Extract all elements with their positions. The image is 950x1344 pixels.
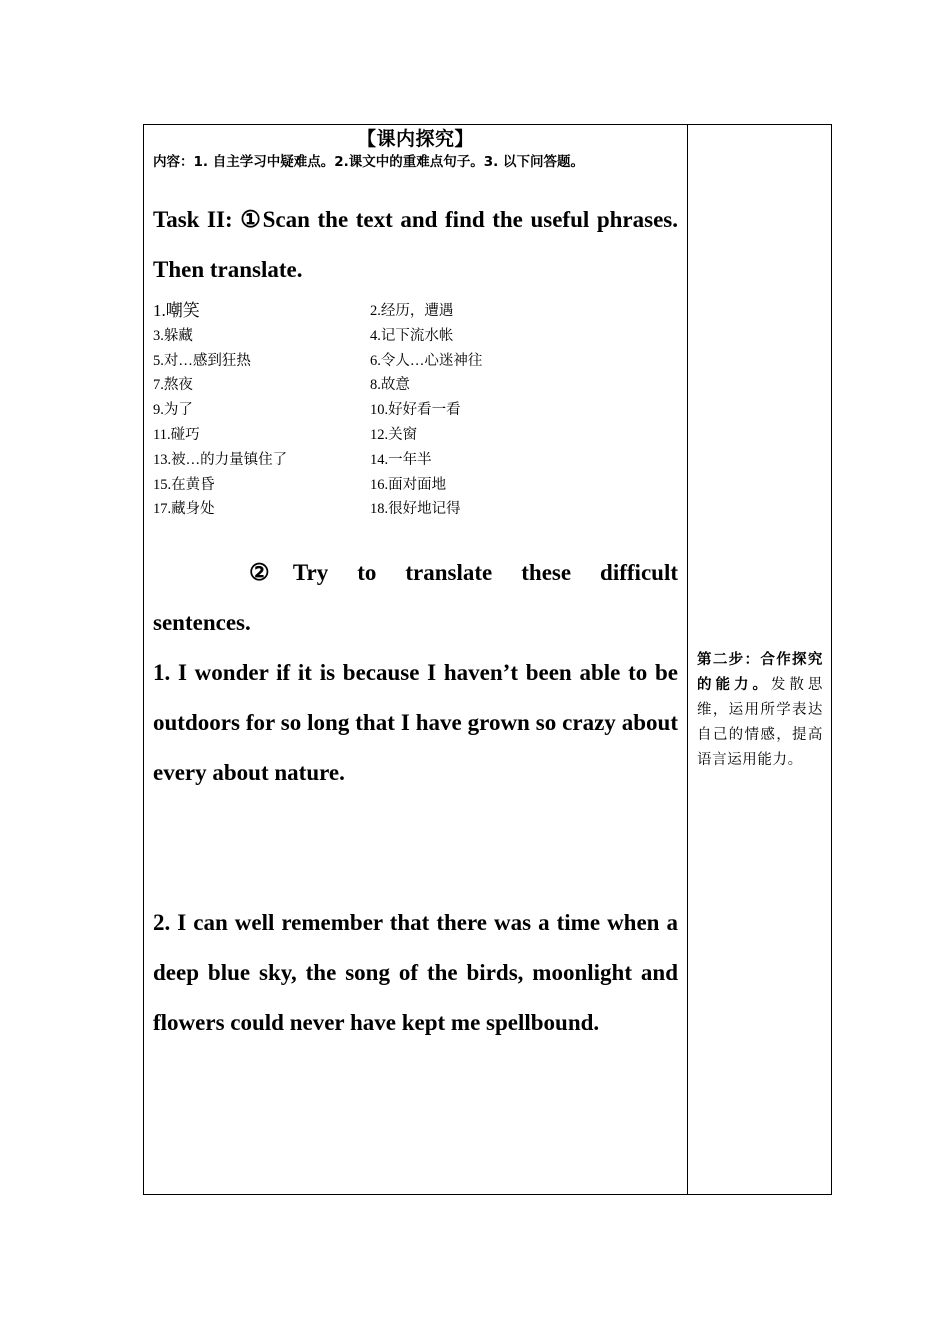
sentence-1: 1. I wonder if it is because I haven’t been able to be outdoors for so long that I have grown so crazy about every about nature. [153,660,678,786]
translate-heading: ②Try to translate these difficult [249,560,678,586]
side-note [697,648,823,773]
main-content-cell [144,125,688,1194]
phrase-item: 16.面对面地 [370,476,447,493]
phrase-item: 11.碰巧 [153,426,200,443]
side-note-step: 第二步：合作探究的能力。 [697,652,823,693]
lesson-table [143,124,832,1195]
phrase-item: 9.为了 [153,402,193,419]
phrase-item: 7.熬夜 [153,377,193,394]
phrase-item: 8.故意 [370,377,410,394]
side-note-cell [688,125,831,1194]
phrase-item: 14.一年半 [370,451,432,468]
phrase-list [153,299,678,522]
phrase-item: 3.躲藏 [153,327,193,344]
phrase-item: 1.嘲笑 [153,301,200,320]
phrase-item: 18.很好地记得 [370,501,461,518]
translate-heading-cont: sentences. [153,610,251,636]
phrase-item: 6.令人…心迷神往 [370,352,483,369]
side-note-text: 发散思维，运用所学表达自己的情感，提高语言运用能力。 [697,677,823,768]
task2-heading: Task II: ①Scan the text and find the useful phrases. Then translate. [153,207,678,282]
phrase-item: 2.经历，遭遇 [370,303,454,319]
sentence-2: 2. I can well remember that there was a time when a deep blue sky, the song of the birds, moonlight and flowers could never have kept me spellbound. [153,910,678,1036]
phrase-item: 12.关窗 [370,426,418,443]
phrase-item: 17.藏身处 [153,501,215,518]
phrase-item: 5.对…感到狂热 [153,352,251,369]
phrase-item: 15.在黄昏 [153,476,215,493]
section-title: 【课内探究】 [356,128,474,150]
phrase-item: 10.好好看一看 [370,402,461,419]
phrase-item: 4.记下流水帐 [370,327,454,344]
content-summary: 内容：1. 自主学习中疑难点。2.课文中的重难点句子。3. 以下问答题。 [153,154,584,170]
phrase-item: 13.被…的力量镇住了 [153,451,288,468]
